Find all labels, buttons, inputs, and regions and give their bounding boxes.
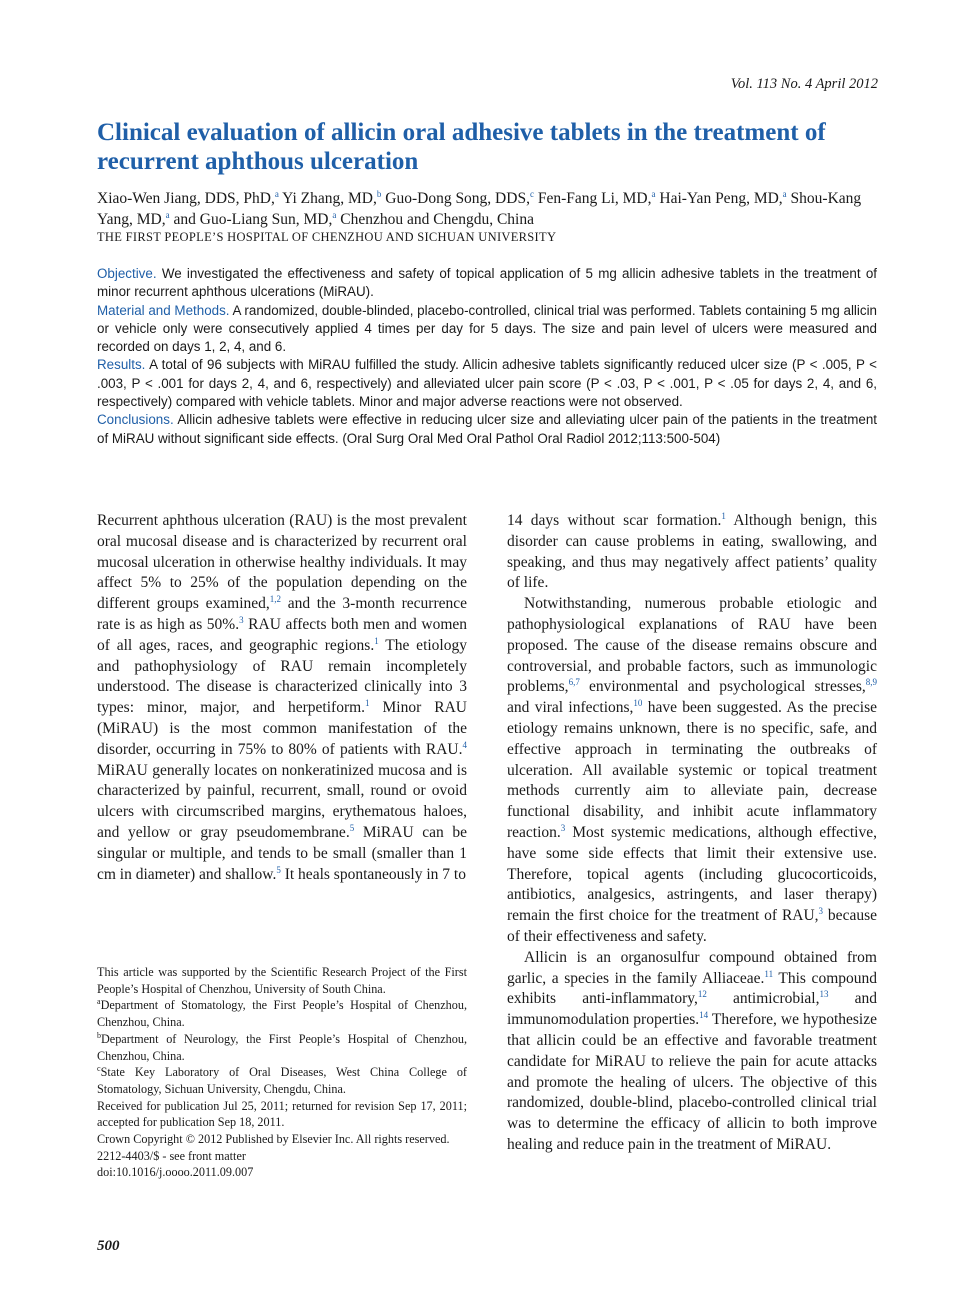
footnote-issn: 2212-4403/$ - see front matter xyxy=(97,1148,246,1163)
abstract-label: Material and Methods. xyxy=(97,302,230,318)
body-paragraph xyxy=(507,511,877,594)
author: Guo-Dong Song, DDS, xyxy=(381,190,530,207)
citation-link[interactable]: 4 xyxy=(462,739,467,750)
citation-link[interactable]: 10 xyxy=(633,698,643,709)
abstract xyxy=(97,265,877,448)
affiliation-mark: b xyxy=(97,1030,101,1040)
citation-link[interactable]: 5 xyxy=(276,864,281,875)
institution: THE FIRST PEOPLE’S HOSPITAL OF CHENZHOU AND SICHUAN UNIVERSITY xyxy=(97,230,557,244)
affiliation-mark: c xyxy=(97,1064,101,1074)
author: Hai-Yan Peng, MD, xyxy=(655,190,783,207)
body-text: and the 3-month recurrence rate is as high as 50%. xyxy=(97,595,467,633)
citation-link[interactable]: 12 xyxy=(697,989,707,1000)
body-text: It heals spontaneously in 7 to xyxy=(280,865,466,883)
citation-link[interactable]: 3 xyxy=(818,905,824,916)
journal-volume: Vol. 113 No. 4 April 2012 xyxy=(730,76,878,92)
affiliation-mark: a xyxy=(332,209,337,220)
abstract-label: Results. xyxy=(97,357,146,373)
footnote-received: Received for publication Jul 25, 2011; returned for revision Sep 17, 2011; accepted for publication Sep 18, 2011. xyxy=(97,1098,467,1130)
body-text: have been suggested. As the precise etiology remains unknown, there is no specific, safe, and effective approach in terminating the outbreaks of ulceration. All available systemic or topical treatment methods currently aim to alleviate pain, decrease functional disability, and inhibit acute inflammatory reaction. xyxy=(507,699,877,841)
author: and Guo-Liang Sun, MD, xyxy=(169,211,333,228)
citation-link[interactable]: 3 xyxy=(239,614,244,625)
footnote-text: Department of Neurology, the First People’s Hospital of Chenzhou, Chenzhou, China. xyxy=(97,1031,467,1063)
abstract-label: Objective. xyxy=(97,266,157,281)
body-paragraph xyxy=(507,594,877,948)
author-location: Chenzhou and Chengdu, China xyxy=(336,211,534,228)
footnote-text: State Key Laboratory of Oral Diseases, West China College of Stomatology, Sichuan University, Chengdu, China. xyxy=(97,1065,467,1096)
body-text: Recurrent aphthous ulceration (RAU) is the most prevalent oral mucosal disease and is characterized by recurrent oral mucosal ulceration in otherwise healthy individuals. It may affect 5% to 25% of the population depending on the different groups examined, xyxy=(97,512,467,613)
footnote-support: This article was supported by the Scientific Research Project of the First People’s Hospital of Chenzhou, University of South China. xyxy=(97,965,467,996)
author: Xiao-Wen Jiang, DDS, PhD, xyxy=(97,190,275,207)
body-text: Minor RAU (MiRAU) is the most common manifestation of the disorder, occurring in 75% to 80% of patients with RAU. xyxy=(97,699,467,758)
abstract-text: A total of 96 subjects with MiRAU fulfilled the study. Allicin adhesive tablets significantly reduced ulcer size (P < .005, P < .003, P < .001 for days 2, 4, and 6, respectively) and alleviated ulcer pain score (P < .03, P < .001, P < .05 for days 2, 4, and 6, respectively) compared with vehicle tablets. Minor and major adverse reactions were not observed. xyxy=(97,357,877,410)
abstract-text: Allicin adhesive tablets were effective in reducing ulcer size and alleviating ulcer pain of the patients in the treatment of MiRAU without significant side effects. (Oral Surg Oral Med Oral Pathol Oral Radiol 2012;113:500-504) xyxy=(97,412,877,446)
affiliation-mark: a xyxy=(651,188,656,199)
affiliation-mark: a xyxy=(97,997,101,1007)
footnote-copyright: Crown Copyright © 2012 Published by Elsevier Inc. All rights reserved. xyxy=(97,1132,450,1147)
footnote-affiliation-c xyxy=(97,1064,467,1097)
author: Yi Zhang, MD, xyxy=(278,190,377,207)
affiliation-mark: b xyxy=(376,188,382,199)
body-text: Allicin is an organosulfur compound obtained from garlic, a species in the family Alliaceae. xyxy=(507,948,877,987)
body-text: and immunomodulation properties. xyxy=(507,990,877,1029)
citation-link[interactable]: 13 xyxy=(819,989,829,1000)
body-column-right xyxy=(507,511,877,1156)
citation-link[interactable]: 5 xyxy=(349,822,355,833)
abstract-label: Conclusions. xyxy=(97,412,174,428)
footnote-affiliation-a xyxy=(97,997,467,1030)
body-text: 14 days without scar formation. xyxy=(507,512,722,529)
citation-link[interactable]: 8,9 xyxy=(865,677,877,688)
body-text: The etiology and pathophysiology of RAU remain incompletely understood. The disease is characterized clinically into 3 types: minor, major, and herpetiform. xyxy=(97,636,467,717)
affiliation-mark: c xyxy=(529,188,534,199)
citation-link[interactable]: 1,2 xyxy=(269,594,282,605)
body-text: antimicrobial, xyxy=(706,990,820,1008)
abstract-conclusions xyxy=(97,411,877,448)
abstract-text: A randomized, double-blinded, placebo-controlled, clinical trial was performed. Tablets containing 5 mg allicin or vehicle only were consecutively applied 4 times per day for 5 days. The size and pain level of ulcers were measured and recorded on days 1, 2, 4, and 6. xyxy=(97,302,877,355)
body-text: MiRAU generally locates on nonkeratinized mucosa and is characterized by painful, recurrent, small, round or ovoid ulcers with circumscribed margins, erythematous haloes, and yellow or gray pseudomembrane. xyxy=(97,761,467,841)
footnote-doi[interactable]: doi:10.1016/j.oooo.2011.09.007 xyxy=(97,1165,254,1180)
body-text: Although benign, this disorder can cause problems in eating, swallowing, and speaking, and thus may negatively affect patients’ quality of life. xyxy=(507,512,877,592)
citation-link[interactable]: 1 xyxy=(721,510,726,521)
citation-link[interactable]: 14 xyxy=(699,1009,709,1020)
citation-link[interactable]: 1 xyxy=(365,698,370,709)
affiliation-mark: a xyxy=(782,188,787,199)
footnote-affiliation-b xyxy=(97,1031,467,1064)
footnote-text: Department of Stomatology, the First People’s Hospital of Chenzhou, Chenzhou, China. xyxy=(97,998,467,1030)
body-text: MiRAU can be singular or multiple, and tends to be small (smaller than 1 cm in diameter) and shallow. xyxy=(97,823,468,883)
body-text: Therefore, we hypothesize that allicin could be an effective and favorable treatment candidate for MiRAU to relieve the pain for acute attacks and promote the healing of ulcers. The objective of this randomized, double-blind, placebo-controlled clinical trial was to determine the efficacy of allicin to both improve healing and reduce pain in the treatment of MiRAU. xyxy=(507,1011,877,1153)
body-text: This compound exhibits anti-inflammatory, xyxy=(507,969,877,1008)
citation-link[interactable]: 1 xyxy=(374,635,379,646)
author-list xyxy=(97,188,882,230)
body-text: and viral infections, xyxy=(507,699,634,717)
article-title: Clinical evaluation of allicin oral adhesive tablets in the treatment of recurrent aphthous ulceration xyxy=(97,119,826,175)
citation-link[interactable]: 11 xyxy=(764,968,774,979)
page-number: 500 xyxy=(97,1238,120,1254)
author: Shou-Kang Yang, MD, xyxy=(97,190,862,228)
abstract-results xyxy=(97,356,877,411)
body-text: Most systemic medications, although effective, have some side effects that limit their extensive use. Therefore, topical agents (including glucocorticoids, antibiotics, analgesics, astringents, and laser therapy) remain the first choice for the treatment of RAU, xyxy=(507,823,877,925)
body-column-left xyxy=(97,511,467,885)
affiliation-mark: a xyxy=(165,209,170,220)
body-text: Notwithstanding, numerous probable etiologic and pathophysiological explanations of RAU have been proposed. The cause of the disease remains obscure and controversial, and probable factors, such as immunologic problems, xyxy=(507,595,877,696)
body-paragraph xyxy=(97,511,467,885)
author: Fen-Fang Li, MD, xyxy=(533,190,652,207)
abstract-methods xyxy=(97,302,877,357)
citation-link[interactable]: 6,7 xyxy=(568,677,580,688)
abstract-text: We investigated the effectiveness and safety of topical application of 5 mg allicin adhesive tablets in the treatment of minor recurrent aphthous ulcerations (MiRAU). xyxy=(97,266,877,300)
body-paragraph xyxy=(507,948,877,1156)
body-text: because of their effectiveness and safety. xyxy=(507,907,877,945)
affiliation-mark: a xyxy=(274,188,279,199)
body-text: RAU affects both men and women of all ages, races, and geographic regions. xyxy=(97,615,468,654)
citation-link[interactable]: 3 xyxy=(560,822,566,833)
abstract-objective xyxy=(97,265,877,302)
footnotes xyxy=(97,964,467,1181)
body-text: environmental and psychological stresses, xyxy=(579,678,866,696)
